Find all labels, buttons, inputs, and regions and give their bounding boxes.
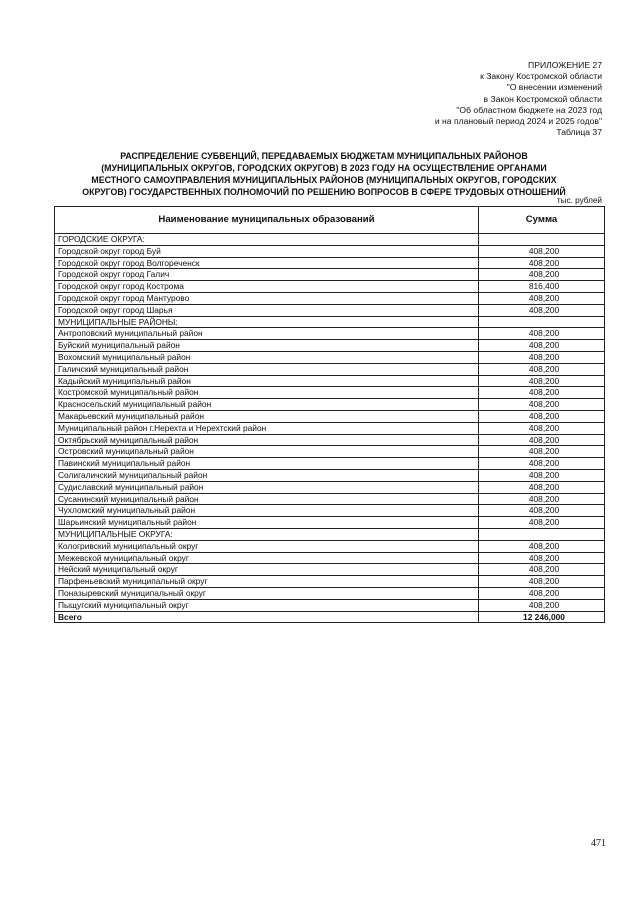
sum-value: 408,200 [479, 469, 605, 481]
municipality-name: Муниципальный район г.Нерехта и Нерехтский район [55, 422, 479, 434]
table-row [55, 363, 605, 375]
table-number: Таблица 37 [556, 127, 602, 138]
municipality-name: Городской округ город Кострома [55, 281, 479, 293]
sum-value: 408,200 [479, 552, 605, 564]
header-line: и на плановый период 2024 и 2025 годов" [434, 116, 602, 127]
section-label: МУНИЦИПАЛЬНЫЕ ОКРУГА: [55, 528, 479, 540]
sum-value: 408,200 [479, 422, 605, 434]
header-line: к Закону Костромской области [480, 71, 602, 82]
sum-value: 816,400 [479, 281, 605, 293]
municipality-name: Шарьинский муниципальный район [55, 517, 479, 529]
municipality-name: Городской округ город Буй [55, 245, 479, 257]
sum-value: 408,200 [479, 245, 605, 257]
section-label: ГОРОДСКИЕ ОКРУГА: [55, 234, 479, 246]
header-line: в Закон Костромской области [483, 93, 602, 104]
municipality-name: Межевской муниципальный округ [55, 552, 479, 564]
sum-value: 408,200 [479, 517, 605, 529]
sum-value: 408,200 [479, 587, 605, 599]
municipality-name: Буйский муниципальный район [55, 340, 479, 352]
total-row [55, 611, 605, 623]
sum-value: 408,200 [479, 257, 605, 269]
sum-value: 408,200 [479, 576, 605, 588]
title-line: ОКРУГОВ) ГОСУДАРСТВЕННЫХ ПОЛНОМОЧИЙ ПО РЕШЕНИЮ ВОПРОСОВ В СФЕРЕ ТРУДОВЫХ ОТНОШЕНИЙ [82, 187, 566, 197]
table-row [55, 446, 605, 458]
table-row [55, 304, 605, 316]
municipality-name: Парфеньевский муниципальный округ [55, 576, 479, 588]
sum-value: 408,200 [479, 363, 605, 375]
table-row [55, 564, 605, 576]
table-row [55, 399, 605, 411]
table-row [55, 351, 605, 363]
municipality-name: Павинский муниципальный район [55, 458, 479, 470]
table-row [55, 458, 605, 470]
municipality-name: Городской округ город Галич [55, 269, 479, 281]
table-header-row [55, 207, 605, 234]
municipality-name: Октябрьский муниципальный район [55, 434, 479, 446]
appendix-header [435, 60, 602, 138]
municipality-name: Пыщугский муниципальный округ [55, 599, 479, 611]
municipality-name: Антроповский муниципальный район [55, 328, 479, 340]
sum-value: 408,200 [479, 304, 605, 316]
section-row [55, 528, 605, 540]
table-body [55, 234, 605, 623]
total-label: Всего [55, 611, 479, 623]
table-row [55, 481, 605, 493]
municipality-name: Костромской муниципальный район [55, 387, 479, 399]
sum-value: 408,200 [479, 340, 605, 352]
sum-value: 408,200 [479, 599, 605, 611]
sum-value: 408,200 [479, 564, 605, 576]
header-line: "Об областном бюджете на 2023 год [456, 104, 602, 115]
sum-value: 408,200 [479, 481, 605, 493]
municipality-name: Солигаличский муниципальный район [55, 469, 479, 481]
municipality-name: Вохомский муниципальный район [55, 351, 479, 363]
header-line: "О внесении изменений [506, 82, 602, 93]
municipality-name: Городской округ город Шарья [55, 304, 479, 316]
table-row [55, 576, 605, 588]
sum-value: 408,200 [479, 387, 605, 399]
sum-value [479, 316, 605, 328]
municipality-name: Поназыревский муниципальный округ [55, 587, 479, 599]
total-sum: 12 246,000 [479, 611, 605, 623]
section-row [55, 316, 605, 328]
municipality-name: Кологривский муниципальный округ [55, 540, 479, 552]
table-row [55, 505, 605, 517]
sum-value: 408,200 [479, 446, 605, 458]
table-row [55, 422, 605, 434]
table-row [55, 540, 605, 552]
sum-value: 408,200 [479, 493, 605, 505]
municipality-name: Судиславский муниципальный район [55, 481, 479, 493]
sum-value: 408,200 [479, 458, 605, 470]
table-row [55, 269, 605, 281]
municipality-name: Городской округ город Мантурово [55, 292, 479, 304]
municipality-name: Красносельский муниципальный район [55, 399, 479, 411]
sum-value: 408,200 [479, 269, 605, 281]
subsidy-table [54, 206, 605, 623]
municipality-name: Макарьевский муниципальный район [55, 410, 479, 422]
sum-value: 408,200 [479, 351, 605, 363]
municipality-name: Городской округ город Волгореченск [55, 257, 479, 269]
table-row [55, 599, 605, 611]
sum-value [479, 234, 605, 246]
title-line: РАСПРЕДЕЛЕНИЕ СУБВЕНЦИЙ, ПЕРЕДАВАЕМЫХ БЮДЖЕТАМ МУНИЦИПАЛЬНЫХ РАЙОНОВ [120, 151, 528, 161]
table-row [55, 245, 605, 257]
table-row [55, 292, 605, 304]
municipality-name: Чухломский муниципальный район [55, 505, 479, 517]
table-row [55, 387, 605, 399]
sum-value: 408,200 [479, 540, 605, 552]
units-label: тыс. рублей [556, 196, 602, 205]
page-number: 471 [591, 838, 606, 849]
sum-value: 408,200 [479, 434, 605, 446]
table-row [55, 340, 605, 352]
municipality-name: Островский муниципальный район [55, 446, 479, 458]
municipality-name: Галичский муниципальный район [55, 363, 479, 375]
column-header-name: Наименование муниципальных образований [55, 207, 479, 234]
municipality-name: Нейский муниципальный округ [55, 564, 479, 576]
table-row [55, 410, 605, 422]
sum-value: 408,200 [479, 375, 605, 387]
header-line: ПРИЛОЖЕНИЕ 27 [528, 60, 602, 70]
title-line: (МУНИЦИПАЛЬНЫХ ОКРУГОВ, ГОРОДСКИХ ОКРУГОВ) В 2023 ГОДУ НА ОСУЩЕСТВЛЕНИЕ ОРГАНАМИ [101, 163, 547, 173]
section-row [55, 234, 605, 246]
sum-value: 408,200 [479, 410, 605, 422]
sum-value: 408,200 [479, 399, 605, 411]
table-row [55, 434, 605, 446]
column-header-sum: Сумма [479, 207, 605, 234]
table-row [55, 375, 605, 387]
table-row [55, 552, 605, 564]
table-row [55, 328, 605, 340]
sum-value [479, 528, 605, 540]
title-line: МЕСТНОГО САМОУПРАВЛЕНИЯ МУНИЦИПАЛЬНЫХ РАЙОНОВ (МУНИЦИПАЛЬНЫХ ОКРУГОВ, ГОРОДСКИХ [91, 175, 557, 185]
table-row [55, 469, 605, 481]
municipality-name: Кадыйский муниципальный район [55, 375, 479, 387]
table-row [55, 281, 605, 293]
document-title [60, 150, 588, 198]
sum-value: 408,200 [479, 328, 605, 340]
municipality-name: Сусанинский муниципальный район [55, 493, 479, 505]
sum-value: 408,200 [479, 505, 605, 517]
sum-value: 408,200 [479, 292, 605, 304]
table-row [55, 517, 605, 529]
table-row [55, 587, 605, 599]
section-label: МУНИЦИПАЛЬНЫЕ РАЙОНЫ: [55, 316, 479, 328]
table-row [55, 257, 605, 269]
table-row [55, 493, 605, 505]
